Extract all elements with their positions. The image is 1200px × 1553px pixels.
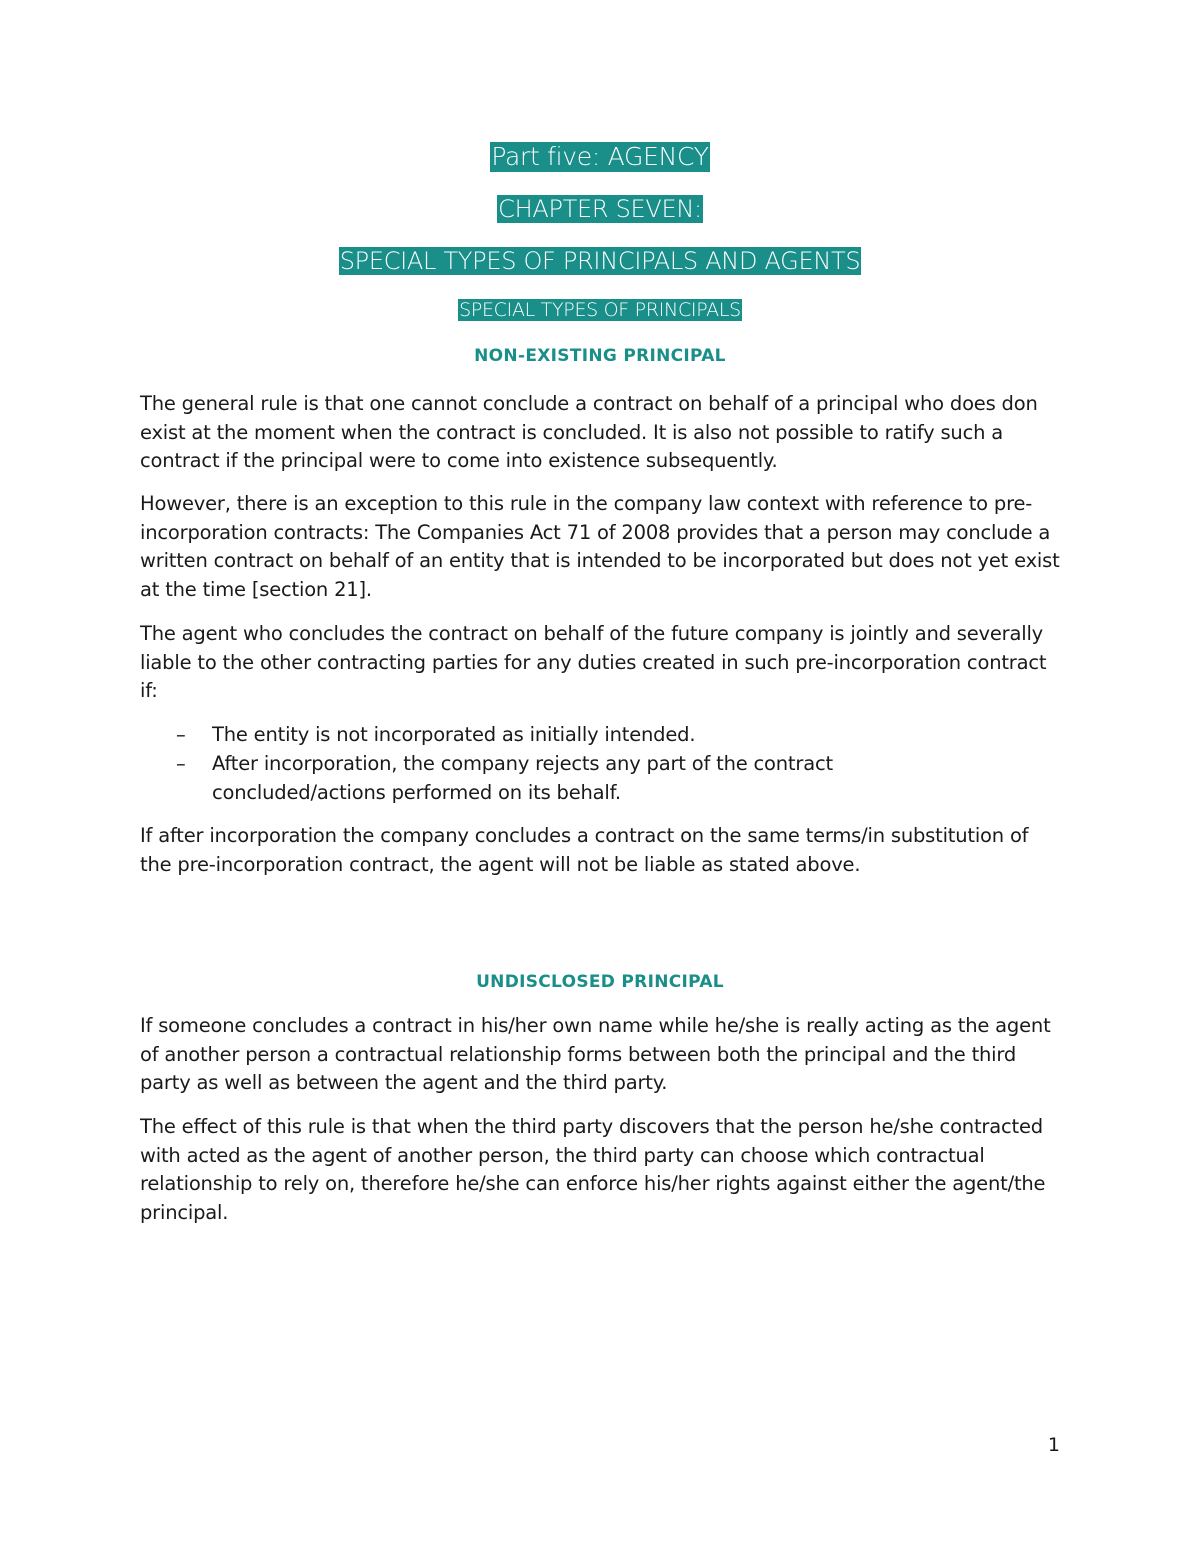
undisclosed-principal-heading: UNDISCLOSED PRINCIPAL — [476, 972, 724, 992]
non-existing-paragraph-1: The general rule is that one cannot conclude a contract on behalf of a principal who does don exist at the moment when the contract is concluded. It is also not possible to ratify such a contract if the principal were to come into existence subsequently. — [140, 392, 1038, 473]
bullet-dash: – — [176, 752, 186, 775]
chapter-heading: CHAPTER SEVEN: — [498, 195, 702, 223]
page-number: 1 — [1047, 1434, 1060, 1456]
part-heading: Part five: AGENCY — [491, 142, 709, 171]
non-existing-paragraph-2: However, there is an exception to this rule in the company law context with reference to pre-incorporation contracts: The Companies Act 71 of 2008 provides that a person may conclude a written contract on behalf of an entity that is intended to be incorporated but does not yet exist at the time [section 21]. — [140, 492, 1060, 602]
chapter-title-wrap — [0, 247, 1200, 275]
list-item-text: After incorporation, the company rejects any part of the contract concluded/actions performed on its behalf. — [212, 752, 833, 804]
list-item — [176, 750, 1056, 807]
part-heading-wrap — [0, 142, 1200, 172]
list-item — [176, 721, 1056, 750]
chapter-title: SPECIAL TYPES OF PRINCIPALS AND AGENTS — [339, 247, 861, 275]
chapter-heading-wrap — [0, 195, 1200, 223]
undisclosed-paragraph-1: If someone concludes a contract in his/her own name while he/she is really acting as the agent of another person a contractual relationship forms between both the principal and the third party as well as between the agent and the third party. — [140, 1014, 1051, 1095]
non-existing-principal-heading: NON-EXISTING PRINCIPAL — [474, 346, 726, 366]
non-existing-paragraph-3: The agent who concludes the contract on behalf of the future company is jointly and severally liable to the other contracting parties for any duties created in such pre-incorporation contract if: — [140, 622, 1047, 703]
undisclosed-paragraph-2: The effect of this rule is that when the third party discovers that the person he/she contracted with acted as the agent of another person, the third party can choose which contractual relationship to rely on, therefore he/she can enforce his/her rights against either the agent/the principal. — [140, 1115, 1046, 1225]
non-existing-paragraph-4: If after incorporation the company concludes a contract on the same terms/in substitution of the pre-incorporation contract, the agent will not be liable as stated above. — [140, 824, 1029, 876]
list-item-text: The entity is not incorporated as initially intended. — [212, 723, 696, 746]
section-title-wrap — [0, 299, 1200, 321]
bullet-dash: – — [176, 723, 186, 746]
section-title: SPECIAL TYPES OF PRINCIPALS — [459, 299, 741, 321]
